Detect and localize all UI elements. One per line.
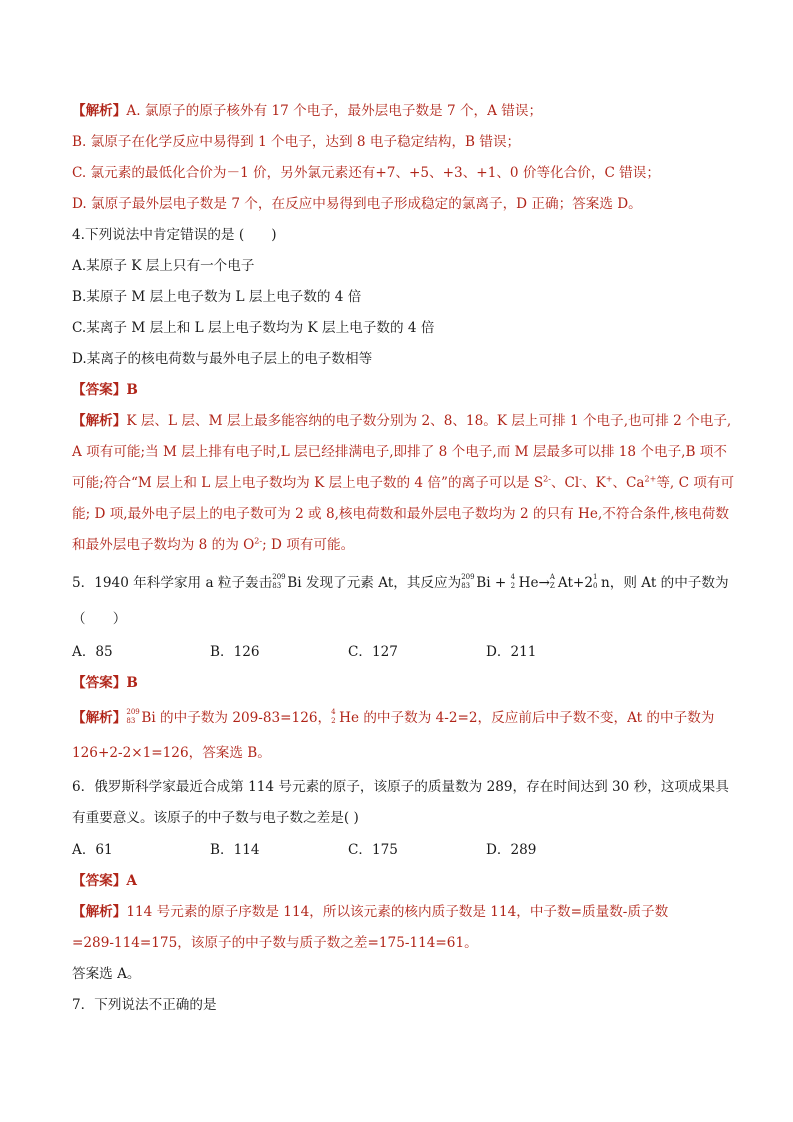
q4-analysis-line <box>72 535 732 555</box>
q6-option-c: C．175 <box>348 842 398 858</box>
analysis-text: 和最外层电子数均为 8 的为 O <box>72 537 255 553</box>
stem-text: Bi + <box>476 575 511 591</box>
q4-option-a: A.某原子 K 层上只有一个电子 <box>72 258 255 274</box>
q5-option-c: C．127 <box>348 644 398 660</box>
q5-analysis-line <box>72 708 732 728</box>
question-6-stem: 6．俄罗斯科学家最近合成第 114 号元素的原子，该原子的质量数为 289，存在时间达到 30 秒，这项成果具 <box>72 779 729 795</box>
stem-text: At+2 <box>557 575 593 591</box>
analysis-line: C. 氯元素的最低化合价为－1 价，另外氯元素还有+7、+5、+3、+1、0 价等化合价，C 错误； <box>72 165 660 181</box>
analysis-text: K 层、L 层、M 层上最多能容纳的电子数分别为 2、8、18。K 层上可排 1 个电子,也可排 2 个电子, <box>126 413 732 429</box>
analysis-text: 等, C 项有可 <box>656 475 735 491</box>
atomic-number: 83 <box>272 582 282 590</box>
question-5-paren: （ ） <box>72 611 127 627</box>
analysis-text: 可能;符合“M 层上和 L 层上电子数均为 K 层上电子数的 4 倍”的离子可以是 S <box>72 475 544 491</box>
analysis-text: ; D 项有可能。 <box>262 537 355 553</box>
analysis-text: He 的中子数为 4-2=2，反应前后中子数不变，At 的中子数为 <box>339 710 715 726</box>
question-5-stem <box>72 573 732 593</box>
q4-option-b: B.某原子 M 层上电子数为 L 层上电子数的 4 倍 <box>72 289 362 305</box>
atomic-number: 2 <box>510 582 516 590</box>
q5-answer <box>72 673 732 693</box>
isotope-n <box>593 573 601 593</box>
analysis-tag: 【解析】 <box>72 103 127 119</box>
stem-text: n，则 At 的中子数为 <box>600 575 729 591</box>
isotope-bi <box>272 573 287 593</box>
question-7-stem: 7．下列说法不正确的是 <box>72 997 217 1013</box>
atomic-number: Z <box>549 582 555 590</box>
answer-value: A <box>126 873 137 889</box>
analysis-tag: 【解析】 <box>72 413 127 429</box>
atomic-number: 83 <box>461 582 471 590</box>
answer-value: B <box>126 382 138 398</box>
mass-number: 209 <box>272 573 286 581</box>
analysis-tag: 【解析】 <box>72 904 127 920</box>
analysis-text: 、Ca <box>612 475 645 491</box>
stem-text: He→ <box>518 575 550 591</box>
q4-answer <box>72 380 732 400</box>
isotope-he <box>511 573 519 593</box>
atomic-number: 2 <box>331 717 336 725</box>
q4-analysis-line: 能; D 项,最外电子层上的电子数可为 2 或 8,核电荷数和最外层电子数均为 2 的只有 He,不符合条件,核电荷数 <box>72 506 729 522</box>
isotope-he <box>331 708 339 728</box>
analysis-text: 114 号元素的原子序数是 114，所以该元素的核内质子数是 114，中子数=质量数-质子数 <box>126 904 669 920</box>
atomic-number: 0 <box>592 582 598 590</box>
mass-number: 209 <box>461 573 475 581</box>
q6-option-a: A．61 <box>72 842 113 858</box>
answer-value: B <box>126 675 138 691</box>
analysis-text: Bi 的中子数为 209-83=126， <box>141 710 332 726</box>
isotope-bi <box>126 708 141 728</box>
mass-number: 4 <box>510 573 516 581</box>
answer-tag: 【答案】 <box>72 873 127 889</box>
q4-analysis-line <box>72 411 732 431</box>
mass-number: 209 <box>126 708 140 716</box>
q4-option-c: C.某离子 M 层上和 L 层上电子数均为 K 层上电子数的 4 倍 <box>72 320 435 336</box>
analysis-text: 、Cl <box>550 475 580 491</box>
isotope-at <box>550 573 558 593</box>
question-4-stem: 4.下列说法中肯定错误的是 ( ) <box>72 227 277 243</box>
q4-option-d: D.某离子的核电荷数与最外电子层上的电子数相等 <box>72 351 373 367</box>
ion-charge: + <box>605 474 613 484</box>
mass-number: A <box>549 573 555 581</box>
mass-number: 4 <box>331 708 336 716</box>
ion-charge: 2- <box>543 474 551 484</box>
q6-answer <box>72 871 732 891</box>
analysis-line: D. 氯原子最外层电子数是 7 个，在反应中易得到电子形成稳定的氯离子，D 正确；答案选 D。 <box>72 196 642 212</box>
q6-analysis-line <box>72 902 732 922</box>
q4-analysis-line <box>72 473 735 493</box>
mass-number: 1 <box>592 573 598 581</box>
q5-analysis-line: 126+2-2×1=126，答案选 B。 <box>72 745 271 761</box>
analysis-text: A. 氯原子的原子核外有 17 个电子，最外层电子数是 7 个，A 错误； <box>126 103 543 119</box>
stem-text: Bi 发现了元素 At，其反应为 <box>287 575 462 591</box>
answer-tag: 【答案】 <box>72 382 127 398</box>
q6-analysis-line: 答案选 A。 <box>72 966 141 982</box>
q5-option-b: B．126 <box>210 644 260 660</box>
analysis-text: 、K <box>581 475 606 491</box>
question-6-stem: 有重要意义。该原子的中子数与电子数之差是( ) <box>72 810 359 826</box>
analysis-line: B. 氯原子在化学反应中易得到 1 个电子，达到 8 电子稳定结构，B 错误； <box>72 134 521 150</box>
q6-option-d: D．289 <box>486 842 537 858</box>
q5-option-a: A．85 <box>72 644 113 660</box>
q6-option-b: B．114 <box>210 842 260 858</box>
ion-charge: - <box>579 474 582 484</box>
q5-option-d: D．211 <box>486 644 537 660</box>
ion-charge: 2- <box>254 536 263 546</box>
q6-analysis-line: =289-114=175，该原子的中子数与质子数之差=175-114=61。 <box>72 935 478 951</box>
ion-charge: 2+ <box>644 474 657 484</box>
stem-text: 5．1940 年科学家用 a 粒子轰击 <box>72 575 273 591</box>
atomic-number: 83 <box>126 717 136 725</box>
analysis-tag: 【解析】 <box>72 710 127 726</box>
analysis-line <box>72 101 732 121</box>
q4-analysis-line: A 项有可能;当 M 层上排有电子时,L 层已经排满电子,即排了 8 个电子,而 M 层最多可以排 18 个电子,B 项不 <box>72 444 727 460</box>
answer-tag: 【答案】 <box>72 675 127 691</box>
isotope-bi <box>461 573 476 593</box>
